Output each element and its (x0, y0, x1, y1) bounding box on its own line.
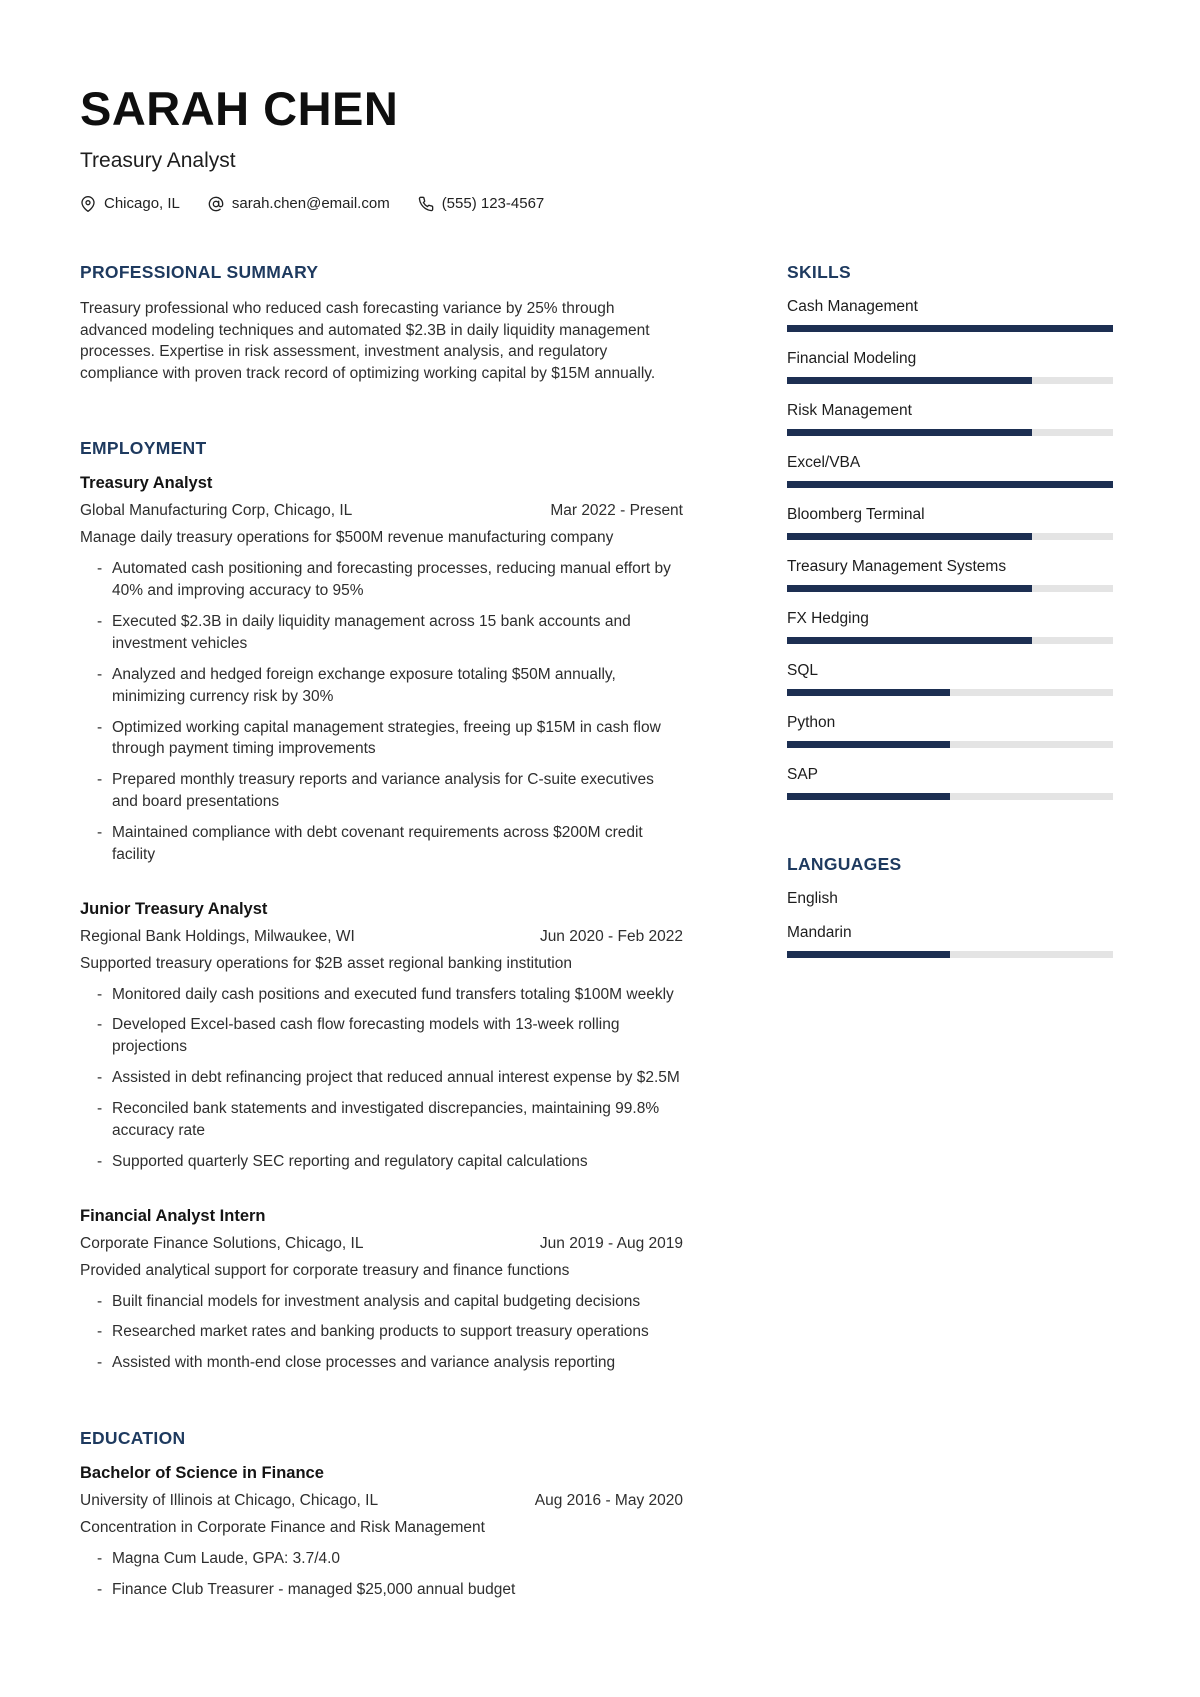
job-entry (80, 1207, 683, 1375)
skill-label: Python (787, 714, 836, 732)
bullet-item: - Reconciled bank statements and investigated discrepancies, maintaining 99.8% accuracy rate (80, 1098, 683, 1142)
at-sign-icon (208, 196, 224, 212)
skill-bar (787, 533, 1113, 540)
skill-bar (787, 585, 1113, 592)
section-languages (787, 854, 1113, 958)
bullet-item: - Built financial models for investment analysis and capital budgeting decisions (80, 1291, 683, 1313)
contact-phone-text: (555) 123-4567 (441, 195, 545, 213)
job-company: Corporate Finance Solutions, Chicago, IL (80, 1234, 364, 1252)
skill-label: Bloomberg Terminal (787, 506, 925, 524)
education-entry (80, 1464, 683, 1601)
bullet-item: - Executed $2.3B in daily liquidity management across 15 bank accounts and investment vehicles (80, 611, 683, 655)
bullet-item: - Monitored daily cash positions and executed fund transfers totaling $100M weekly (80, 984, 683, 1006)
section-education (80, 1428, 683, 1601)
job-title: Treasury Analyst (80, 474, 213, 493)
job-title: Junior Treasury Analyst (80, 899, 268, 918)
professional-summary-text: Treasury professional who reduced cash forecasting variance by 25% through advanced modeling techniques and automated $2.3B in daily liquidity management processes. Expertise in risk assessment, investment analysis, and regulatory compliance with proven track record of optimizing working capital by $15M annually. (80, 300, 656, 382)
education-dates: Aug 2016 - May 2020 (534, 1492, 683, 1510)
skill-bar-fill (787, 741, 950, 748)
content-columns (80, 262, 1113, 1609)
job-dates: Mar 2022 - Present (550, 502, 683, 520)
skill-label: Financial Modeling (787, 350, 917, 368)
section-employment (80, 438, 683, 1374)
professional-summary-heading: PROFESSIONAL SUMMARY (80, 262, 319, 283)
contact-phone (418, 195, 545, 212)
skill-bar (787, 689, 1113, 696)
skill-label: SQL (787, 662, 819, 680)
skill-bar (787, 741, 1113, 748)
skill-bar-fill (787, 429, 1032, 436)
skill-label: Cash Management (787, 298, 918, 316)
skill-bar (787, 325, 1113, 332)
education-meta (80, 1492, 683, 1510)
skill-item (787, 454, 1113, 488)
main-column (80, 262, 683, 1609)
language-label: English (787, 890, 838, 908)
languages-heading: LANGUAGES (787, 854, 902, 875)
bullet-item: - Analyzed and hedged foreign exchange exposure totaling $50M annually, minimizing currency risk by 30% (80, 664, 683, 708)
language-item (787, 924, 1113, 958)
bullet-item: - Finance Club Treasurer - managed $25,000 annual budget (80, 1579, 683, 1601)
skill-bar-fill (787, 637, 1032, 644)
skill-bar (787, 481, 1113, 488)
job-title: Financial Analyst Intern (80, 1206, 266, 1225)
skill-item (787, 506, 1113, 540)
skill-item (787, 610, 1113, 644)
section-skills (787, 262, 1113, 800)
job-meta (80, 502, 683, 520)
skill-bar-fill (787, 325, 1113, 332)
bullet-item: - Developed Excel-based cash flow forecasting models with 13-week rolling projections (80, 1014, 683, 1058)
skill-bar-fill (787, 377, 1032, 384)
education-bullet-list (80, 1548, 683, 1601)
degree-title: Bachelor of Science in Finance (80, 1464, 324, 1483)
skill-item (787, 662, 1113, 696)
contact-row (80, 195, 1113, 212)
skill-item (787, 558, 1113, 592)
skill-bar-fill (787, 533, 1032, 540)
skill-bar-fill (787, 793, 950, 800)
skill-item (787, 766, 1113, 800)
bullet-item: - Researched market rates and banking products to support treasury operations (80, 1321, 683, 1343)
skill-label: Excel/VBA (787, 454, 861, 472)
employment-heading: EMPLOYMENT (80, 438, 207, 459)
skills-heading: SKILLS (787, 262, 852, 283)
language-bar-fill (787, 951, 950, 958)
job-entry (80, 474, 683, 865)
job-bullet-list (80, 1291, 683, 1375)
job-bullet-list (80, 984, 683, 1173)
language-label: Mandarin (787, 924, 852, 942)
map-pin-icon (80, 196, 96, 212)
bullet-item: - Supported quarterly SEC reporting and regulatory capital calculations (80, 1151, 683, 1173)
contact-email (208, 195, 390, 212)
job-bullet-list (80, 558, 683, 865)
job-dates: Jun 2020 - Feb 2022 (539, 927, 683, 945)
bullet-item: - Maintained compliance with debt covenant requirements across $200M credit facility (80, 822, 683, 866)
skill-bar (787, 429, 1113, 436)
bullet-item: - Magna Cum Laude, GPA: 3.7/4.0 (80, 1548, 683, 1570)
bullet-item: - Optimized working capital management strategies, freeing up $15M in cash flow through payment timing improvements (80, 717, 683, 761)
bullet-item: - Assisted in debt refinancing project that reduced annual interest expense by $2.5M (80, 1067, 683, 1089)
language-bar (787, 951, 1113, 958)
education-detail: Concentration in Corporate Finance and Risk Management (80, 1519, 485, 1537)
skill-bar (787, 637, 1113, 644)
job-company: Global Manufacturing Corp, Chicago, IL (80, 502, 353, 520)
skill-label: SAP (787, 766, 819, 784)
skill-label: Treasury Management Systems (787, 558, 1007, 576)
job-dates: Jun 2019 - Aug 2019 (539, 1234, 683, 1252)
job-summary: Manage daily treasury operations for $500M revenue manufacturing company (80, 529, 614, 547)
contact-location (80, 195, 180, 212)
skill-item (787, 350, 1113, 384)
skill-bar-fill (787, 585, 1032, 592)
language-item (787, 890, 1113, 908)
contact-location-text: Chicago, IL (104, 195, 180, 213)
section-professional-summary (80, 262, 683, 384)
bullet-item: - Prepared monthly treasury reports and variance analysis for C-suite executives and board presentations (80, 769, 683, 813)
skill-bar (787, 793, 1113, 800)
education-heading: EDUCATION (80, 1428, 186, 1449)
job-entry (80, 900, 683, 1173)
skill-bar-fill (787, 689, 950, 696)
phone-icon (418, 196, 434, 212)
job-meta (80, 928, 683, 946)
job-summary: Provided analytical support for corporate treasury and finance functions (80, 1261, 570, 1279)
contact-email-text: sarah.chen@email.com (231, 195, 390, 213)
person-title: Treasury Analyst (80, 149, 236, 173)
bullet-item: - Assisted with month-end close processes and variance analysis reporting (80, 1352, 683, 1374)
sidebar-column (787, 262, 1113, 1609)
resume-header (80, 84, 1113, 212)
job-company: Regional Bank Holdings, Milwaukee, WI (80, 927, 355, 945)
skill-item (787, 402, 1113, 436)
job-summary: Supported treasury operations for $2B asset regional banking institution (80, 954, 572, 972)
skill-bar (787, 377, 1113, 384)
skill-label: Risk Management (787, 402, 912, 420)
skill-label: FX Hedging (787, 610, 869, 628)
bullet-item: - Automated cash positioning and forecasting processes, reducing manual effort by 40% and improving accuracy to 95% (80, 558, 683, 602)
person-name: SARAH CHEN (80, 82, 399, 135)
skill-bar-fill (787, 481, 1113, 488)
job-meta (80, 1235, 683, 1253)
skill-item (787, 714, 1113, 748)
skill-item (787, 298, 1113, 332)
school-name: University of Illinois at Chicago, Chicago, IL (80, 1492, 379, 1510)
